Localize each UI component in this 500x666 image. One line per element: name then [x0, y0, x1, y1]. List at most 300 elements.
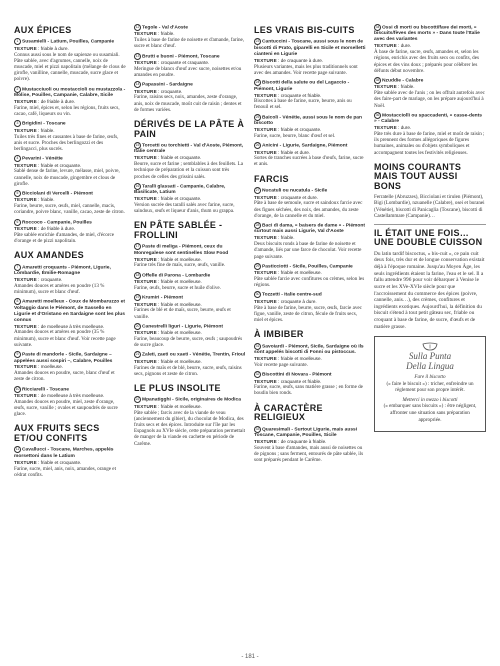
- biscuit-entry: [254, 291, 366, 323]
- section-heading: À IMBIBER: [254, 329, 304, 340]
- expression-2-meaning: (« embarquer sans biscuits ») : être négligent, affronter une situation sans préparation appropriée.: [383, 403, 477, 423]
- biscuit-entry: [254, 38, 366, 76]
- entry-name: Nucatuli ou nucatula - Sicile: [262, 188, 328, 194]
- entry-title: [134, 272, 246, 279]
- biscuit-entry: [14, 446, 126, 478]
- entry-title: [254, 38, 366, 57]
- entry-name: Baci di dama, « baisers de dame » - Piémont surtout mais aussi Ligurie, Val d'Aoste: [254, 223, 366, 235]
- biscuit-entry: [14, 298, 126, 348]
- section-heading: LE PLUS INSOLITE: [134, 382, 221, 393]
- entry-name: Quaresimali - Surtout Ligurie, mais aussi Toscane, Campanie, Pouilles, Sicile: [254, 427, 358, 439]
- biscuit-entry: [254, 79, 366, 111]
- texture-value: croquante et friable.: [280, 92, 322, 98]
- texture-label: TEXTURE: [14, 127, 37, 133]
- entry-name: Savoiardi - Piémont, Sicile, Sardaigne où ils sont appelés biscotti di Fonni ou pistoccus.: [254, 344, 364, 356]
- entry-number: 11: [15, 447, 20, 452]
- biscuit-entry: [134, 243, 246, 268]
- texture-label: TEXTURE: [134, 301, 157, 307]
- entry-number: 5: [14, 190, 21, 197]
- texture-line: TEXTURE : friable et croquante.: [14, 459, 82, 465]
- entry-title: [134, 396, 246, 403]
- entry-number: 24: [255, 80, 260, 85]
- texture-label: TEXTURE: [254, 356, 277, 362]
- entry-number: 36: [375, 112, 380, 117]
- entry-name: Torcetti ou torchietti - Val d'Aoste, Piémont, Italie centrale: [134, 143, 244, 155]
- texture-value: croquante et craquante.: [160, 60, 210, 66]
- divider: [374, 224, 486, 225]
- section-heading: FARCIS: [254, 173, 289, 184]
- entry-title: [254, 79, 366, 92]
- entry-title: [14, 351, 126, 364]
- texture-line: TEXTURE : friable et moelleuse.: [134, 358, 202, 364]
- entry-description: Pâte sablée avec de l'anis ; on les offrait autrefois avec des faire-part de mariage, on les prépare aujourd'hui à Noël.: [374, 90, 485, 109]
- texture-value: de craquante à dure.: [280, 57, 324, 63]
- expression-1-title: Fare il biscotto: [414, 374, 446, 381]
- logo-line-2: Della Lingua: [406, 360, 454, 371]
- entry-number: 10: [15, 386, 20, 391]
- texture-label: TEXTURE: [14, 162, 37, 168]
- texture-value: friable et dure.: [280, 149, 311, 155]
- entry-description: Pâte à base de semoule, sucre et saindoux farcie avec des figues séchées, des noix, des amandes, du zeste d'orange, de la cannelle et du miel.: [254, 200, 363, 219]
- entry-description: Amandes douces et amères en poudre (35 % minimum), sucre et blanc d'œuf. Voir recette page suivante.: [14, 329, 116, 348]
- texture-value: friable et croquante.: [160, 155, 202, 161]
- biscuit-entry: [254, 187, 366, 219]
- entry-title: [14, 298, 126, 323]
- biscuit-entry: [254, 222, 366, 260]
- entry-number: 3: [14, 120, 21, 127]
- entry-description: Farine, raisins secs, noix, amandes, zeste d'orange, anis, noix de muscade, moût cuit de raisin ; dentes et de formes variées.: [134, 94, 242, 113]
- entry-title: [374, 24, 486, 43]
- biscuit-entry: [254, 263, 366, 289]
- texture-line: TEXTURE : friable.: [254, 235, 295, 241]
- entry-name: Papassini - Sardaigne: [142, 82, 193, 88]
- entry-title: [254, 343, 366, 356]
- entry-title: [254, 187, 366, 194]
- texture-label: TEXTURE: [14, 226, 37, 232]
- column-2: [134, 24, 246, 644]
- history-text: Du latin tardif biscoctus, « bis-cuit », ce pain cuit deux fois, très dur et de longue conservation existait déjà à l'époque romaine. Jusqu'au Moyen Âge, les seuls ingrédients étaient la farine, l'eau et le sel. Il a fallu attendre 996 pour voir débarquer à Venise le sucre et les XVe-XVIe siècle pour que l'accroissement du commerce des épices (poivre, cannelle, anis…), des crèmes, confitures et ingrédients exotiques. Aujourd'hui, la définition du biscuit s'étend à tout petit gâteau sec, friable ou croquant à base de farine, de sucre, d'œufs et de matière grasse.: [374, 250, 485, 330]
- biscuit-entry: [134, 294, 246, 320]
- entry-description: Pâte sablée ; farcis avec de la viande de veau (anciennement du gibier), du chocolat de Modica, des fruits secs et des épices. Introduite sur l'île par les Espagnols au XVIe siècle, cette préparation permettait de manger de la viande en cachette en période de Carême.: [134, 409, 246, 447]
- texture-line: TEXTURE : friable et moelleuse.: [134, 301, 202, 307]
- texture-label: TEXTURE: [134, 279, 157, 285]
- entry-title: [14, 38, 126, 45]
- entry-title: [134, 24, 246, 31]
- texture-label: TEXTURE: [134, 155, 157, 161]
- entry-name: Taralli glassati - Campanie, Calabre, Basilicate, Latium: [134, 184, 226, 196]
- entry-description: Farine très fine de maïs, sucre, œufs, vanille.: [134, 262, 226, 269]
- texture-value: friable et moelleuse.: [280, 270, 322, 276]
- texture-label: TEXTURE: [254, 57, 277, 63]
- entry-description: Sortes de tranches sucrées à base d'œufs, farine, sucre et anis.: [254, 155, 364, 168]
- texture-line: TEXTURE : friable.: [134, 31, 175, 37]
- entry-description: Pâte sablée enrichie d'amandes, de miel, d'écorce d'orange et de pizzi napolitain.: [14, 231, 114, 244]
- entry-description: À base de farine, sucre, œufs, amandes et, selon les régions, enrichis avec des fruits secs ou confits, des épices et des vins doux ; préparés pour célébrer les défunts début novembre.: [374, 49, 479, 74]
- texture-value: friable.: [40, 127, 55, 133]
- entry-number: 17: [135, 244, 140, 249]
- texture-label: TEXTURE: [14, 45, 37, 51]
- entry-description: Farine, sucre, miel, anis, noix, amandes, orange et cédrat confits.: [14, 465, 116, 478]
- texture-value: craquante et friable.: [280, 378, 322, 384]
- texture-label: TEXTURE: [134, 403, 157, 409]
- entry-title: [134, 53, 246, 60]
- section-heading: LES VRAIS BIS-CUITS: [254, 25, 355, 35]
- section-heading: AUX ÉPICES: [14, 25, 72, 35]
- biscuit-entry: [134, 24, 246, 50]
- texture-label: TEXTURE: [374, 43, 397, 49]
- texture-value: croquante.: [40, 277, 63, 283]
- texture-value: croquante et dure.: [280, 194, 318, 200]
- entry-name: Anicini - Ligurie, Sardaigne, Piémont: [262, 143, 348, 149]
- tongue-logo: [379, 341, 481, 371]
- texture-value: friable et croquante.: [280, 127, 322, 133]
- entry-description: Biscottes à base de farine, sucre, beurre, anis ou fenouil et sel.: [254, 98, 352, 111]
- entry-name: Krumiri - Piémont: [142, 295, 184, 301]
- entry-description: Farines de blé et de maïs, sucre, beurre, œufs et vanille.: [134, 307, 231, 320]
- texture-line: TEXTURE : croquante et craquante.: [134, 60, 210, 66]
- entry-description: Sablé dense de farine, levure, mélasse, miel, poivre, cannelle, noix de muscade, gingembre et clous de girofle.: [14, 168, 120, 187]
- entry-name: Brutti e buoni - Piémont, Toscane: [142, 54, 220, 60]
- texture-value: friable et moelleuse.: [280, 356, 322, 362]
- texture-line: TEXTURE : friable et croquante.: [14, 162, 82, 168]
- entry-description: Amandes douces et amères en poudre (13 % minimum), sucre et blanc d'œuf.: [14, 282, 105, 296]
- biscuit-entry: [374, 77, 486, 109]
- texture-value: friable et moelleuse.: [160, 256, 202, 262]
- entry-name: Biscotti della salute ou del Lagaccio - Piémont, Ligurie: [254, 80, 350, 92]
- texture-label: TEXTURE: [134, 330, 157, 336]
- texture-value: friable et moelleuse.: [160, 301, 202, 307]
- entry-name: Roccoco - Campanie, Pouilles: [22, 220, 92, 226]
- texture-line: TEXTURE : friable et moelleuse.: [254, 270, 322, 276]
- others-list: Ferratelle (Abruzzes), Bicciolani et tirulen (Piémont), Bigi (Lombardie), nzuanelle (Calabre), osei et buranei (Vénétie), biscotti di Panicaglia (Toscane), biscotti di Castellammare (Campanie)…: [374, 194, 485, 219]
- column-1: [14, 24, 126, 644]
- texture-line: TEXTURE : friable et dure.: [254, 149, 311, 155]
- entry-name: Paste di meliga - Piémont, ceux du Monregalese sont sentinelles Slow Food: [134, 244, 229, 256]
- entry-description: Pâte sablée farcie avec confitures ou crèmes, selon les régions.: [254, 275, 365, 289]
- entry-name: Offelle di Parona - Lombardie: [142, 273, 211, 279]
- entry-number: 32: [255, 372, 260, 377]
- texture-label: TEXTURE: [374, 84, 397, 90]
- texture-value: croquante à dure.: [280, 298, 317, 304]
- entry-description: Deux biscuits ronds à base de farine de noisette et d'amande, liés par une farce de chocolat. Voir recette page suivante.: [254, 241, 362, 260]
- entry-number: 7: [14, 264, 21, 271]
- biscuit-entry: [134, 81, 246, 113]
- entry-title: [14, 386, 126, 393]
- texture-label: TEXTURE: [134, 256, 157, 262]
- texture-value: de moelleuse à très moelleuse.: [40, 393, 105, 399]
- texture-line: TEXTURE : de moelleuse à très moelleuse.: [14, 323, 105, 329]
- texture-label: TEXTURE: [134, 60, 157, 66]
- entry-name: Tozzetti - Italie centre-sud: [262, 292, 322, 298]
- texture-label: TEXTURE: [254, 439, 277, 445]
- texture-label: TEXTURE: [134, 358, 157, 364]
- entry-description: Pâte très dure à base de farine, miel et moût de raisin ; ils prennent des formes allégoriques de figures humaines, animales ou d'objets symboliques et accompagnent toutes les festivités religieuses.: [374, 131, 485, 156]
- entry-description: Farine, sucre, œufs, sans matière grasse ; en forme de boudin bien ronds.: [254, 384, 363, 397]
- entry-title: [14, 155, 126, 162]
- logo-line-1: Sulla Punta: [408, 351, 452, 362]
- biscuit-entry: [134, 396, 246, 446]
- biscuit-entry: [14, 86, 126, 118]
- entry-number: 20: [135, 323, 140, 328]
- entry-number: 1: [14, 38, 21, 45]
- texture-label: TEXTURE: [254, 149, 277, 155]
- biscuit-entry: [14, 120, 126, 152]
- entry-description: Farine, beaucoup de beurre, sucre, œufs ; saupoudrés de sucre glace.: [134, 335, 243, 349]
- biscuit-entry: [254, 371, 366, 397]
- entry-title: [14, 86, 126, 99]
- entry-title: [254, 263, 366, 270]
- entry-name: Mpanatigghi - Sicile, originaires de Modica: [142, 397, 241, 403]
- texture-line: TEXTURE : croquante.: [14, 277, 63, 283]
- texture-value: friable et moelleuse.: [160, 330, 202, 336]
- biscuit-entry: [134, 142, 246, 180]
- entry-description: Tuiles très fines et cassantes à base de farine, œufs, anis et sucre. Proches des berlingozzi et des berlingacci, plus sucrés.: [14, 133, 119, 152]
- entry-number: 27: [255, 188, 260, 193]
- entry-name: Ossi di morti ou biscotti/fave dei morti, « biscuits/fèves des morts » - Dans toute l'Italie avec des variantes: [374, 25, 480, 43]
- texture-value: friable.: [280, 235, 295, 241]
- biscuit-entry: [14, 155, 126, 187]
- entry-title: [134, 351, 246, 358]
- entry-description: Meringue de blancs d'œuf avec sucre, noisettes et/ou amandes en poudre.: [134, 65, 242, 79]
- section-heading: AUX AMANDES: [14, 250, 84, 261]
- entry-title: [374, 77, 486, 84]
- entry-name: Bicciolani di Vercelli - Piémont: [22, 191, 93, 197]
- biscuit-entry: [134, 351, 246, 377]
- entry-name: Canestrelli liguri - Ligurie, Piémont: [142, 324, 223, 330]
- column-4: [374, 24, 486, 644]
- entry-number: 28: [255, 222, 260, 227]
- entry-number: 26: [255, 143, 260, 148]
- texture-line: TEXTURE : croquante et friable.: [254, 92, 322, 98]
- entry-number: 4: [14, 155, 21, 162]
- entry-number: 25: [255, 114, 260, 119]
- entry-title: [14, 446, 126, 459]
- entry-number: 30: [255, 292, 260, 297]
- texture-line: TEXTURE : croquante à dure.: [254, 298, 317, 304]
- texture-label: TEXTURE: [134, 31, 157, 37]
- entry-description: Farine, sucre, beurre, blanc d'œuf et sel.: [254, 132, 336, 139]
- entry-number: 13: [135, 53, 140, 58]
- texture-value: friable.: [160, 31, 175, 37]
- section-heading: AUX FRUITS SECS ET/OU CONFITS: [14, 423, 100, 443]
- entry-title: [254, 222, 366, 235]
- biscuit-entry: [14, 386, 126, 418]
- entry-number: 35: [375, 78, 380, 82]
- biscuit-entry: [134, 53, 246, 79]
- entry-number: 22: [135, 397, 140, 402]
- entry-title: [134, 142, 246, 155]
- entry-description: Pâte à base de farine, beurre, sucre, œufs, farcie avec figue, vanille, zeste de citron, fécule de fruits secs, miel et épices.: [254, 304, 362, 323]
- entry-number: 9: [14, 351, 21, 358]
- texture-line: TEXTURE : dure.: [374, 43, 412, 49]
- texture-label: TEXTURE: [254, 127, 277, 133]
- entry-number: 19: [135, 295, 140, 300]
- entry-title: [134, 323, 246, 330]
- texture-label: TEXTURE: [14, 197, 37, 203]
- expression-1: [379, 374, 481, 394]
- texture-line: TEXTURE : de craquante à friable.: [254, 439, 327, 445]
- entry-name: Pevarini - Vénétie: [22, 156, 63, 162]
- biscuit-entry: [14, 219, 126, 245]
- texture-value: de friable à dure.: [40, 226, 76, 232]
- entry-title: [254, 142, 366, 149]
- entry-name: Susamielli - Latium, Pouilles, Campanie: [22, 39, 115, 45]
- texture-value: friable et croquante.: [40, 459, 82, 465]
- entry-name: Nzuddie - Calabre: [382, 78, 424, 84]
- biscuit-entry: [14, 351, 126, 383]
- biscuit-entry: [134, 272, 246, 291]
- entry-name: Paste di mandorle - Sicile, Sardaigne – appelées aussi sospiri –, Calabre, Pouilles: [14, 352, 113, 364]
- page-number: - 181 -: [241, 654, 259, 660]
- biscuit-entry: [374, 112, 486, 156]
- entry-title: [14, 219, 126, 226]
- biscuit-entry: [254, 142, 366, 168]
- texture-label: TEXTURE: [254, 378, 277, 384]
- texture-line: TEXTURE : friable et moelleuse.: [134, 330, 202, 336]
- entry-number: 12: [135, 25, 140, 29]
- biscuit-entry: [14, 264, 126, 296]
- entry-title: [254, 426, 366, 439]
- entry-description: Version sucrée des taralli salés avec farine, sucre, saindoux, œufs et liqueur d'anis, thum ou grappa.: [134, 201, 235, 215]
- section-heading: EN PÂTE SABLÉE - FROLLINI: [134, 220, 223, 240]
- texture-line: TEXTURE : craquante et friable.: [254, 378, 322, 384]
- entry-name: Zaleti, zaeti ou xaeti - Vénétie, Trentin, Frioul: [142, 352, 246, 358]
- entry-title: [134, 294, 246, 301]
- entry-description: Plusieurs variantes, mais les plus traditionnels sont avec des amandes. Voir recette page suivante.: [254, 63, 358, 76]
- texture-line: TEXTURE : friable et moelleuse.: [134, 403, 202, 409]
- texture-value: de craquante à friable.: [280, 439, 327, 445]
- texture-label: TEXTURE: [14, 277, 37, 283]
- texture-line: TEXTURE : friable.: [14, 197, 55, 203]
- entry-name: Baicoli - Vénétie, aussi sous le nom de pan biscotto: [254, 115, 363, 127]
- entry-number: 33: [255, 426, 260, 431]
- texture-label: TEXTURE: [134, 196, 157, 202]
- texture-value: de friable à dure.: [40, 99, 76, 105]
- tongue-icon: [421, 341, 439, 351]
- entry-description: Amandes douces en poudre, sucre, blanc d'œuf et zeste de citron.: [14, 370, 115, 383]
- texture-label: TEXTURE: [14, 323, 37, 329]
- texture-line: TEXTURE : moelleuse.: [14, 364, 63, 370]
- column-3: [254, 24, 366, 644]
- entry-name: Brigidini - Toscane: [22, 121, 66, 127]
- texture-label: TEXTURE: [374, 125, 397, 131]
- texture-line: TEXTURE : croquante.: [134, 88, 183, 94]
- texture-value: dure.: [400, 43, 412, 49]
- entry-title: [134, 243, 246, 256]
- entry-title: [254, 291, 366, 298]
- texture-line: TEXTURE : friable et croquante.: [254, 127, 322, 133]
- texture-label: TEXTURE: [14, 364, 37, 370]
- texture-line: TEXTURE : friable et moelleuse.: [254, 356, 322, 362]
- texture-line: TEXTURE : friable et croquante.: [134, 196, 202, 202]
- entry-description: Voir recette page suivante.: [254, 361, 308, 368]
- texture-line: TEXTURE : friable et moelleuse.: [134, 279, 202, 285]
- entry-description: Tuiles à base de farine de noisette et d'amande, farine, sucre et blanc d'œuf.: [134, 37, 245, 50]
- texture-value: friable et moelleuse.: [160, 279, 202, 285]
- expression-2-title: Metterci in mezzo i biscotti: [402, 396, 458, 403]
- texture-value: friable.: [40, 197, 55, 203]
- entry-title: [254, 114, 366, 127]
- texture-label: TEXTURE: [14, 393, 37, 399]
- texture-label: TEXTURE: [14, 459, 37, 465]
- texture-line: TEXTURE : de friable à dure.: [14, 226, 76, 232]
- biscuit-entry: [254, 114, 366, 139]
- entry-number: 34: [375, 25, 380, 29]
- biscuit-entry: [14, 190, 126, 216]
- entry-title: [374, 112, 486, 125]
- entry-name: Cavallucci - Toscane, Marches, appelés morsettoni dans le Latium: [14, 447, 114, 459]
- texture-value: dure.: [400, 125, 412, 131]
- texture-label: TEXTURE: [254, 194, 277, 200]
- entry-number: 15: [135, 142, 140, 147]
- section-heading: MOINS COURANTS MAIS TOUT AUSSI BONS: [374, 161, 462, 191]
- entry-description: Farine, miel, épices et, selon les régions, fruits secs, cacao, café, liqueurs ou vin.: [14, 104, 120, 118]
- entry-title: [134, 81, 246, 88]
- entry-description: Farines de maïs et de blé, beurre, sucre, œufs, raisins secs, pignons et zeste de citron.: [134, 364, 242, 377]
- entry-description: Souvent à base d'amandes, mais aussi de noisettes ou de pignons ; sans ferment, entourés de pâte sablée, ils sont préparés pendant le Carême.: [254, 444, 364, 464]
- expression-2: [379, 397, 481, 423]
- entry-name: Biscottini di Novara - Piémont: [262, 372, 332, 378]
- texture-line: TEXTURE : friable et croquante.: [134, 155, 202, 161]
- texture-line: TEXTURE : de craquante à dure.: [254, 57, 324, 63]
- entry-number: 8: [14, 298, 21, 305]
- texture-label: TEXTURE: [254, 235, 277, 241]
- entry-number: 6: [14, 219, 21, 226]
- entry-title: [14, 190, 126, 197]
- box-heading: IL ÉTAIT UNE FOIS… UNE DOUBLE CUISSON: [374, 227, 483, 248]
- entry-description: Connus aussi sous le nom de sapienze ou susamiali. Pâte sablée, avec d'agrumes, cannelle, noix de muscade, miel et pizzi napolitain (mélange de clous de girofle, vanilline, cannelle, muscade, sucre glace et poivre).: [14, 51, 126, 83]
- texture-line: TEXTURE : friable.: [374, 84, 415, 90]
- entry-name: Amaretti croquants - Piémont, Ligurie, Lombardie, Émilie-Romagne: [14, 265, 111, 277]
- entry-number: 21: [135, 352, 140, 357]
- section-heading: DÉRIVÉS DE LA PÂTE À PAIN: [134, 119, 245, 139]
- entry-number: 23: [255, 39, 260, 44]
- biscuit-entry: [14, 38, 126, 82]
- biscuit-entry: [254, 426, 366, 464]
- texture-line: TEXTURE : croquante et dure.: [254, 194, 318, 200]
- texture-value: friable et moelleuse.: [160, 358, 202, 364]
- texture-value: croquante.: [160, 88, 183, 94]
- entry-number: 29: [255, 263, 260, 268]
- entry-name: Mostacciolli ou spaccadenti, « casse-dents » - Calabre: [374, 113, 483, 125]
- entry-title: [14, 264, 126, 277]
- texture-label: TEXTURE: [254, 298, 277, 304]
- entry-name: Tegole - Val d'Aoste: [142, 25, 188, 31]
- entry-description: Farine, beurre, sucre, œufs, miel, cannelle, macis, coriandre, poivre blanc, vanille, cacao, zeste de citron.: [14, 203, 125, 216]
- entry-number: 2: [14, 86, 21, 93]
- biscuit-entry: [254, 343, 366, 368]
- texture-line: TEXTURE : de friable à dure.: [14, 99, 76, 105]
- entry-name: Mustacciuoli ou mostaccioli ou mustazzola - Molise, Pouilles, Campanie, Calabre, Sicile: [14, 87, 126, 99]
- texture-label: TEXTURE: [134, 88, 157, 94]
- texture-line: TEXTURE : dure.: [374, 125, 412, 131]
- expression-1-meaning: (« faire le biscuit ») : tricher, enfreindre un règlement pour son propre intérêt.: [386, 380, 474, 394]
- texture-line: TEXTURE : friable et moelleuse.: [134, 256, 202, 262]
- biscuit-entry: [134, 183, 246, 215]
- texture-value: friable.: [400, 84, 415, 90]
- texture-line: TEXTURE : friable.: [14, 127, 55, 133]
- texture-value: friable et croquante.: [40, 162, 82, 168]
- texture-label: TEXTURE: [254, 270, 277, 276]
- texture-label: TEXTURE: [14, 99, 37, 105]
- entry-number: 18: [135, 272, 140, 277]
- texture-value: friable et croquante.: [160, 196, 202, 202]
- texture-value: de moelleuse à très moelleuse.: [40, 323, 105, 329]
- texture-value: friable et moelleuse.: [160, 403, 202, 409]
- entry-description: Beurre, sucre et farine ; semblables à des feuillets. La technique de préparation et la cuisson sont très proches de celles des grissini salés.: [134, 161, 244, 180]
- entry-number: 16: [135, 183, 140, 188]
- biscuit-entry: [374, 24, 486, 74]
